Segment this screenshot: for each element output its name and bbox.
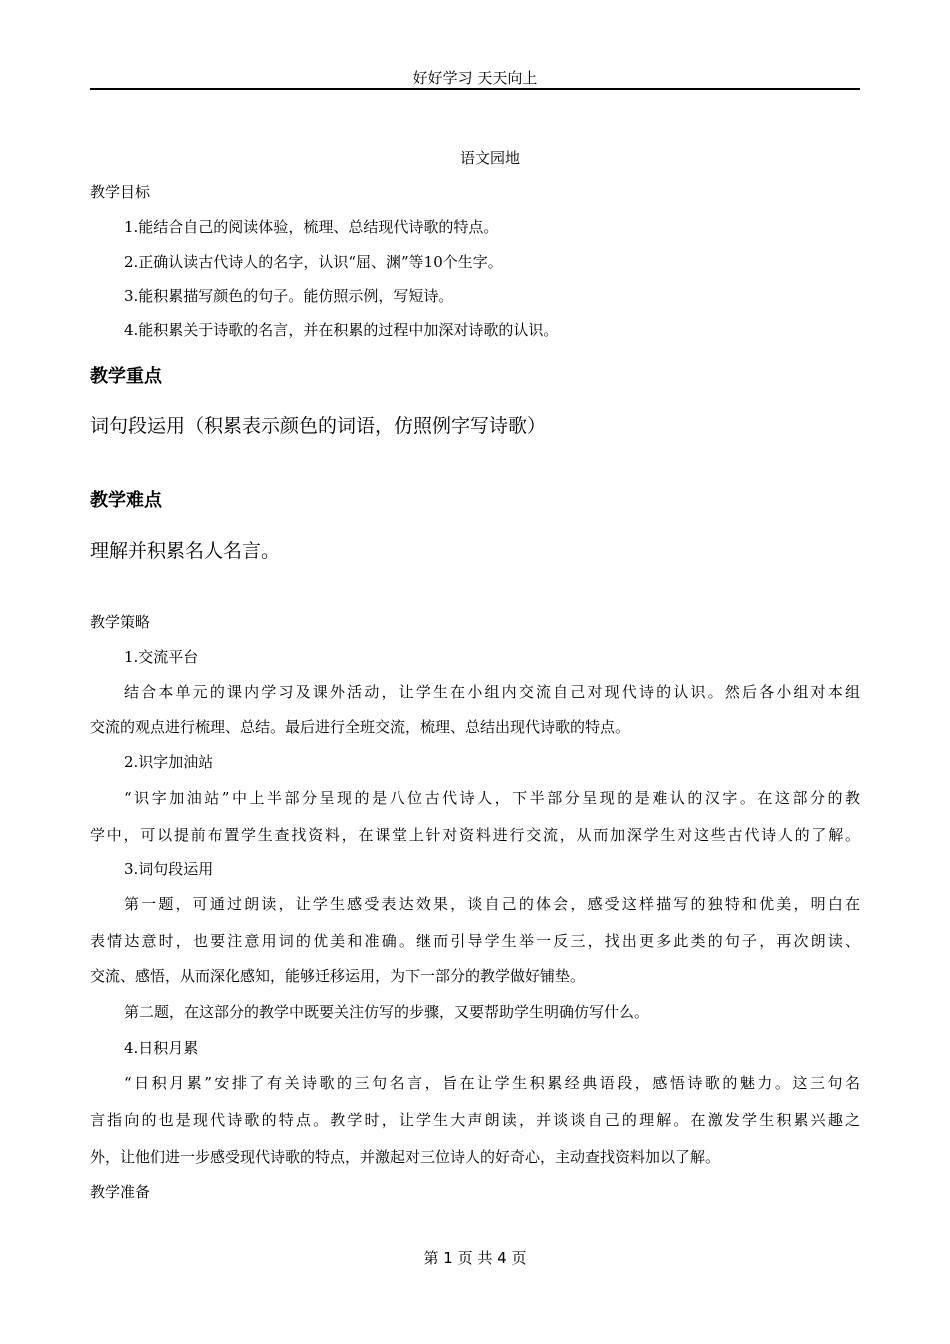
goal-item-2: 2.正确认读古代诗人的名字，认识“屈、渊”等10个生字。	[124, 253, 503, 271]
document-title: 语文园地	[459, 149, 520, 167]
strategy-1-line-1: 结合本单元的课内学习及课外活动，让学生在小组内交流自己对现代诗的认识。然后各小组对本组	[124, 683, 860, 701]
strategy-4-title: 4.日积月累	[124, 1039, 199, 1057]
strategy-heading: 教学策略	[90, 613, 151, 631]
difficulty-text: 理解并积累名人名言。	[90, 540, 281, 562]
prep-heading: 教学准备	[90, 1183, 151, 1201]
strategy-3-line-4: 第二题，在这部分的教学中既要关注仿写的步骤，又要帮助学生明确仿写什么。	[124, 1003, 650, 1021]
page-header: 好好学习 天天向上	[412, 69, 538, 87]
strategy-4-line-1: “日积月累”安排了有关诗歌的三句名言，旨在让学生积累经典语段，感悟诗歌的魅力。这三句名	[124, 1074, 860, 1092]
difficulty-heading: 教学难点	[90, 490, 162, 511]
strategy-3-line-2: 表情达意时，也要注意用词的优美和准确。继而引导学生举一反三，找出更多此类的句子，再次朗读、	[90, 932, 860, 950]
strategy-1-title: 1.交流平台	[124, 648, 199, 666]
strategy-3-title: 3.词句段运用	[124, 860, 214, 878]
strategy-2-title: 2.识字加油站	[124, 753, 214, 771]
key-point-text: 词句段运用（积累表示颜色的词语，仿照例字写诗歌）	[90, 415, 547, 437]
strategy-1-line-2: 交流的观点进行梳理、总结。最后进行全班交流，梳理、总结出现代诗歌的特点。	[90, 718, 631, 736]
strategy-3-line-1: 第一题，可通过朗读，让学生感受表达效果，谈自己的体会，感受这样描写的独特和优美，明白在	[124, 895, 860, 913]
strategy-2-line-2: 学中，可以提前布置学生查找资料，在课堂上针对资料进行交流，从而加深学生对这些古代诗人的了解。	[90, 826, 860, 844]
strategy-4-line-3: 外，让他们进一步感受现代诗歌的特点，并激起对三位诗人的好奇心，主动查找资料加以了解。	[90, 1148, 721, 1166]
goals-heading: 教学目标	[90, 183, 151, 201]
goal-item-4: 4.能积累关于诗歌的名言，并在积累的过程中加深对诗歌的认识。	[124, 321, 559, 339]
strategy-2-line-1: “识字加油站”中上半部分呈现的是八位古代诗人，下半部分呈现的是难认的汉字。在这部分的教	[124, 789, 860, 807]
goal-item-3: 3.能积累描写颜色的句子。能仿照示例，写短诗。	[124, 287, 454, 305]
goal-item-1: 1.能结合自己的阅读体验，梳理、总结现代诗歌的特点。	[124, 218, 499, 236]
page-footer: 第 1 页 共 4 页	[423, 1249, 527, 1267]
header-divider	[90, 88, 860, 90]
strategy-4-line-2: 言指向的也是现代诗歌的特点。教学时，让学生大声朗读，并谈谈自己的理解。在激发学生积累兴趣之	[90, 1111, 860, 1129]
key-point-heading: 教学重点	[90, 366, 162, 387]
strategy-3-line-3: 交流、感悟，从而深化感知，能够迁移运用，为下一部分的教学做好铺垫。	[90, 967, 586, 985]
